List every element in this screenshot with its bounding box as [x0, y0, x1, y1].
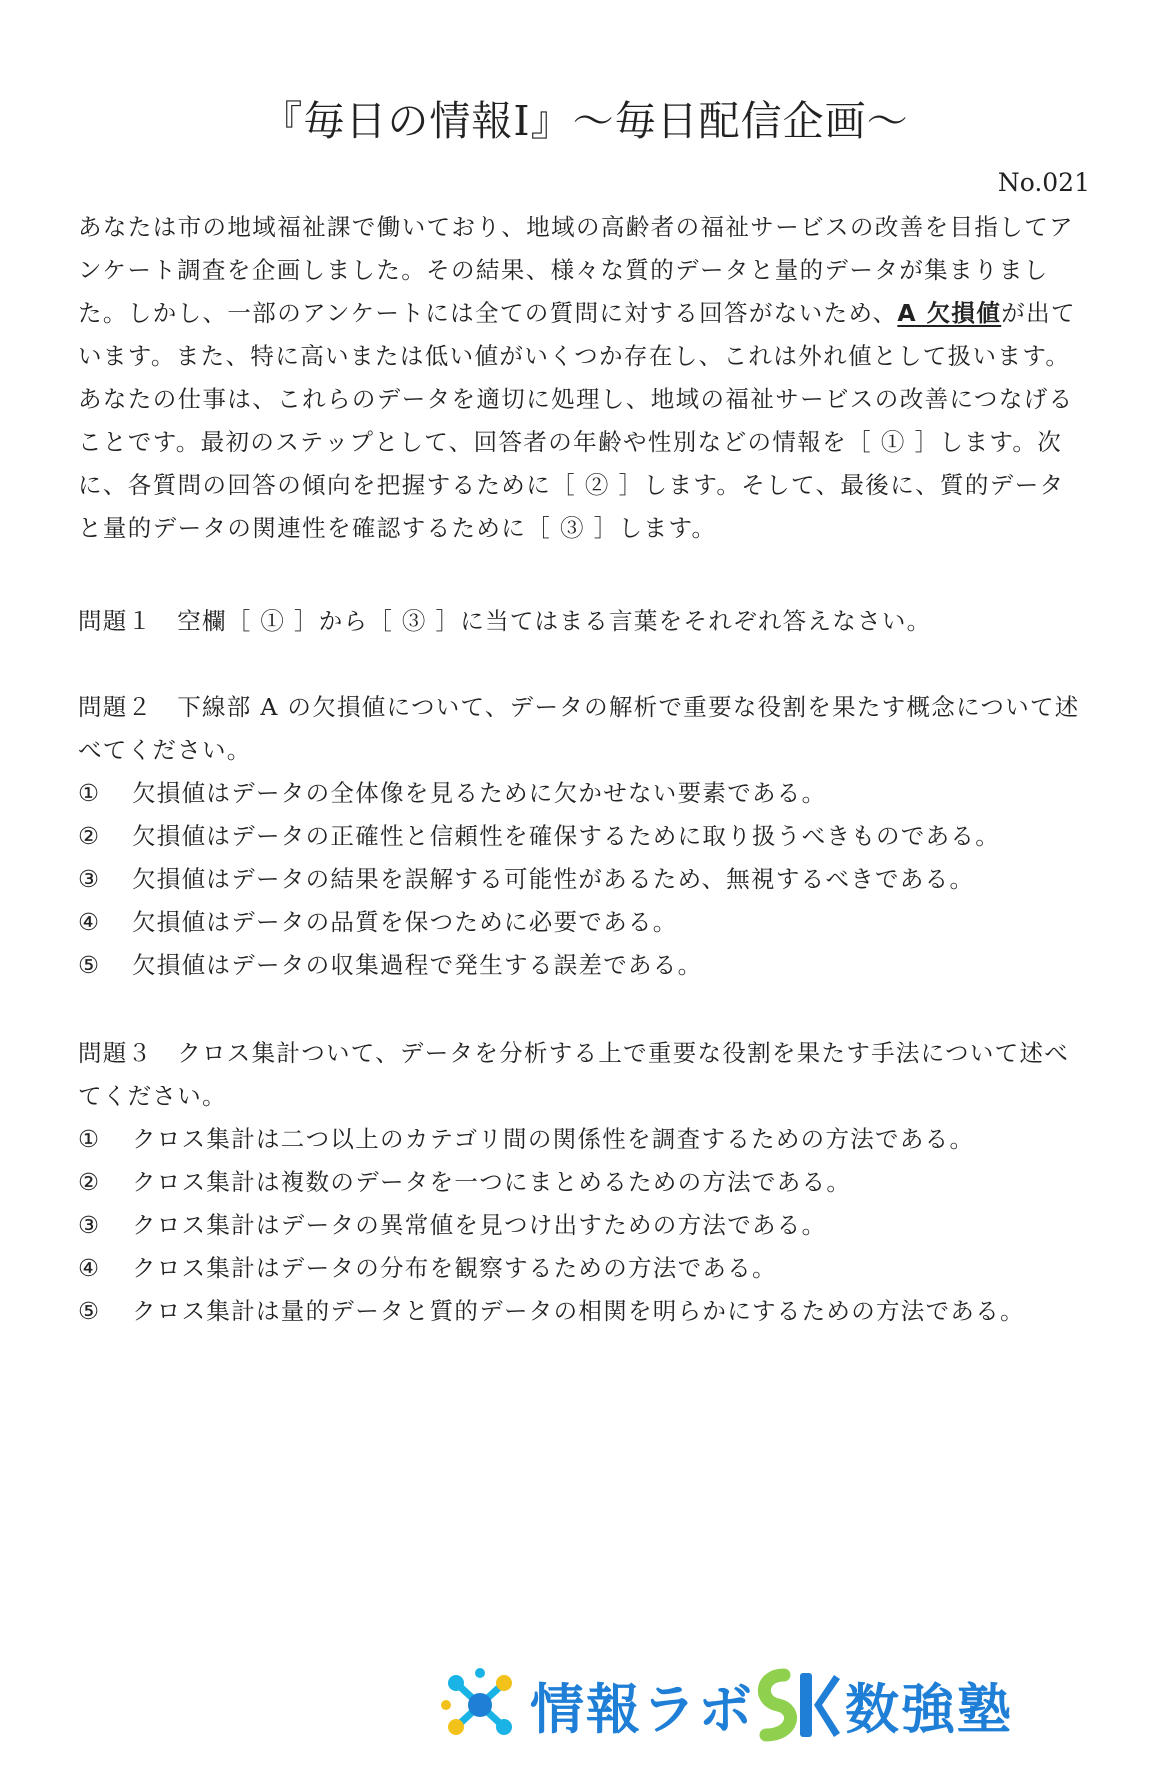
choice-text: 欠損値はデータの品質を保つために必要である。: [132, 908, 678, 936]
suukyoujuku-logo-icon: [750, 1665, 840, 1745]
question-3: [78, 1032, 1098, 1333]
suukyoujuku-logo-text: 数強塾: [845, 1678, 1013, 1741]
passage-line: あなたは市の地域福祉課で働いており、地域の高齢者の福祉サービスの改善を目指してア: [78, 213, 1074, 241]
passage-line: に、各質問の回答の傾向を把握するために［ ② ］します。そして、最後に、質的データ: [78, 471, 1065, 499]
choice-number: ③: [78, 865, 101, 893]
choice-option: [78, 1118, 1098, 1161]
question-2-prompt: 問題２ 下線部 A の欠損値について、データの解析で重要な役割を果たす概念について述: [78, 693, 1080, 721]
choice-text: クロス集計は量的データと質的データの相関を明らかにするための方法である。: [132, 1297, 1025, 1325]
question-2-prompt-cont: べてください。: [78, 736, 252, 764]
footer-logos: [440, 1665, 1090, 1745]
choice-number: ⑤: [78, 951, 101, 979]
choice-text: 欠損値はデータの結果を誤解する可能性があるため、無視するべきである。: [132, 865, 975, 893]
underlined-term-missing-value: A 欠損値: [897, 299, 1002, 327]
choice-text: クロス集計はデータの分布を観察するための方法である。: [132, 1254, 777, 1282]
choice-number: ⑤: [78, 1297, 101, 1325]
choice-option: [78, 1161, 1098, 1204]
choice-text: クロス集計は複数のデータを一つにまとめるための方法である。: [132, 1168, 852, 1196]
passage-line: [78, 292, 1098, 335]
passage-line: ことです。最初のステップとして、回答者の年齢や性別などの情報を［ ① ］します。次: [78, 428, 1063, 456]
passage-text: が出て: [1001, 299, 1076, 327]
choice-number: ①: [78, 779, 101, 807]
choice-option: [78, 1204, 1098, 1247]
choice-text: クロス集計は二つ以上のカテゴリ間の関係性を調査するための方法である。: [132, 1125, 975, 1153]
page-title: 『毎日の情報Ⅰ』〜毎日配信企画〜: [261, 97, 909, 145]
choice-option: [78, 901, 1098, 944]
choice-number: ④: [78, 908, 101, 936]
question-2: [78, 686, 1098, 987]
document-number: No.021: [997, 168, 1090, 197]
passage-line: います。また、特に高いまたは低い値がいくつか存在し、これは外れ値として扱います。: [78, 342, 1071, 370]
passage-text: た。しかし、一部のアンケートには全ての質問に対する回答がないため、: [78, 299, 898, 327]
choice-number: ④: [78, 1254, 101, 1282]
choice-option: [78, 858, 1098, 901]
choice-option: [78, 772, 1098, 815]
question-1: [78, 600, 1098, 643]
choice-text: 欠損値はデータの収集過程で発生する誤差である。: [132, 951, 703, 979]
question-1-text: 問題１ 空欄［ ① ］から［ ③ ］に当てはまる言葉をそれぞれ答えなさい。: [78, 607, 932, 635]
passage-line: あなたの仕事は、これらのデータを適切に処理し、地域の福祉サービスの改善につなげる: [78, 385, 1074, 413]
question-3-prompt-cont: てください。: [78, 1082, 227, 1110]
scenario-passage: [78, 206, 1098, 550]
choice-option: [78, 944, 1098, 987]
choice-option: [78, 1247, 1098, 1290]
passage-line: と量的データの関連性を確認するために［ ③ ］します。: [78, 514, 717, 542]
choice-number: ③: [78, 1211, 101, 1239]
choice-number: ②: [78, 1168, 101, 1196]
choice-option: [78, 815, 1098, 858]
choice-number: ①: [78, 1125, 101, 1153]
choice-option: [78, 1290, 1098, 1333]
joho-labo-logo-text: 情報ラボ: [530, 1678, 754, 1741]
choice-number: ②: [78, 822, 101, 850]
choice-text: 欠損値はデータの全体像を見るために欠かせない要素である。: [132, 779, 827, 807]
choice-text: クロス集計はデータの異常値を見つけ出すための方法である。: [132, 1211, 827, 1239]
choice-text: 欠損値はデータの正確性と信頼性を確保するために取り扱うべきものである。: [132, 822, 1000, 850]
passage-line: ンケート調査を企画しました。その結果、様々な質的データと量的データが集まりまし: [78, 256, 1049, 284]
question-3-prompt: 問題３ クロス集計ついて、データを分析する上で重要な役割を果たす手法について述べ: [78, 1039, 1070, 1067]
joho-labo-logo-icon: [440, 1665, 520, 1745]
